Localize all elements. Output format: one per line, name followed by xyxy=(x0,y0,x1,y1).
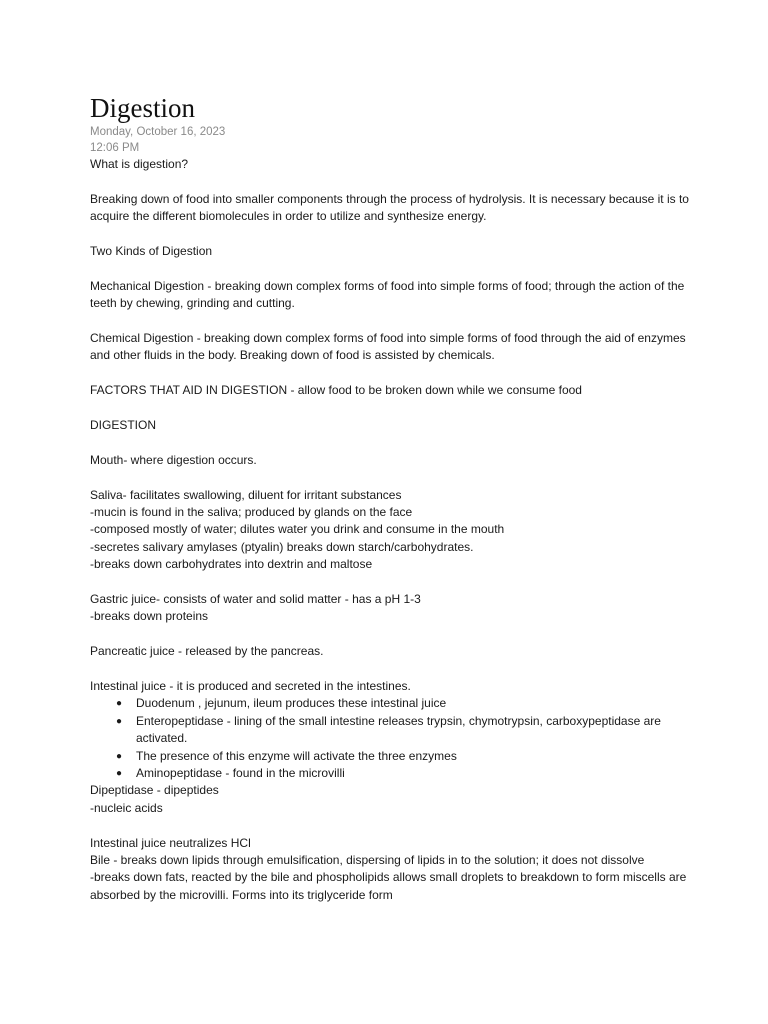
paragraph-definition: Breaking down of food into smaller components through the process of hydrolysis. It is necessary because it is to acquire the different biomolecules in order to utilize and synthesize energy. xyxy=(90,191,689,224)
saliva-line: Saliva- facilitates swallowing, diluent for irritant substances xyxy=(90,487,402,502)
bullet-icon: ● xyxy=(116,768,123,780)
note-page xyxy=(90,92,690,904)
paragraph-pancreatic: Pancreatic juice - released by the pancreas. xyxy=(90,644,324,659)
paragraph-bile: Bile - breaks down lipids through emulsification, dispersing of lipids in to the solution; it does not dissolve xyxy=(90,853,645,868)
saliva-line: -breaks down carbohydrates into dextrin and maltose xyxy=(90,557,373,572)
bullet-icon: ● xyxy=(116,715,123,727)
list-item: ● Aminopeptidase - found in the microvilli xyxy=(136,765,690,782)
paragraph-mouth: Mouth- where digestion occurs. xyxy=(90,452,257,467)
paragraph-neutralizes: Intestinal juice neutralizes HCl xyxy=(90,835,251,850)
saliva-line: -secretes salivary amylases (ptyalin) breaks down starch/carbohydrates. xyxy=(90,539,474,554)
nucleic-acids-line: -nucleic acids xyxy=(90,800,163,815)
bullet-icon: ● xyxy=(116,698,123,710)
heading-digestion: DIGESTION xyxy=(90,418,157,432)
bullet-icon: ● xyxy=(116,750,123,762)
paragraph-factors: FACTORS THAT AID IN DIGESTION - allow food to be broken down while we consume food xyxy=(90,383,582,398)
list-item: ● Enteropeptidase - lining of the small intestine releases trypsin, chymotrypsin, carboxypeptidase are activated. xyxy=(116,713,661,746)
paragraph-mechanical: Mechanical Digestion - breaking down complex forms of food into simple forms of food; through the action of the teeth by chewing, grinding and cutting. xyxy=(90,278,685,311)
saliva-line: -mucin is found in the saliva; produced by glands on the face xyxy=(90,505,413,519)
paragraph-chemical: Chemical Digestion - breaking down complex forms of food into simple forms of food through the aid of enzymes and other fluids in the body. Breaking down of food is assisted by chemicals. xyxy=(90,331,686,363)
list-item: ● Duodenum , jejunum, ileum produces these intestinal juice xyxy=(136,695,690,712)
intestinal-bullet-list xyxy=(90,695,690,782)
paragraph-intestinal: Intestinal juice - it is produced and secreted in the intestines. xyxy=(90,679,411,694)
saliva-line: -composed mostly of water; dilutes water you drink and consume in the mouth xyxy=(90,522,505,537)
gastric-line: -breaks down proteins xyxy=(90,609,209,624)
gastric-line: Gastric juice- consists of water and solid matter - has a pH 1-3 xyxy=(90,592,421,607)
page-title: Digestion xyxy=(90,93,195,123)
list-item: ● The presence of this enzyme will activate the three enzymes xyxy=(136,748,690,765)
question-what-is-digestion: What is digestion? xyxy=(90,157,189,171)
note-time: 12:06 PM xyxy=(90,142,140,154)
paragraph-bile-fats: -breaks down fats, reacted by the bile and phospholipids allows small droplets to breakdown to form miscells are absorbed by the microvilli. Forms into its triglyceride form xyxy=(90,870,687,902)
dipeptidase-line: Dipeptidase - dipeptides xyxy=(90,783,219,798)
note-date: Monday, October 16, 2023 xyxy=(90,126,226,138)
heading-two-kinds: Two Kinds of Digestion xyxy=(90,244,213,258)
